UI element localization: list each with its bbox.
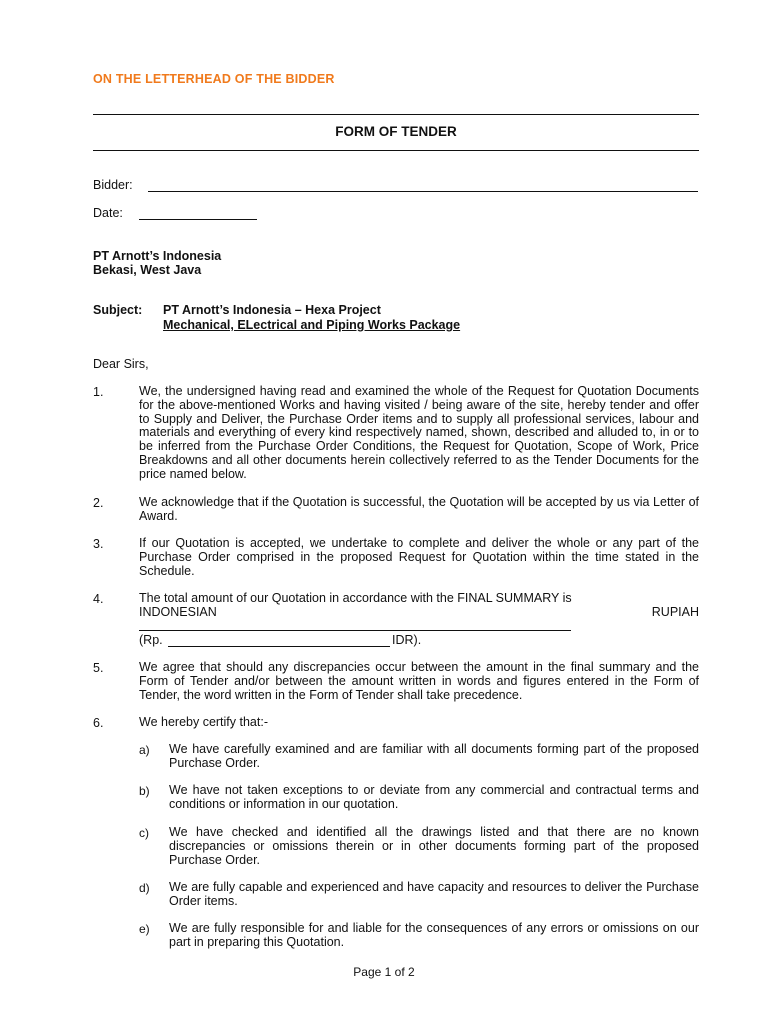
bidder-blank-line [148, 191, 698, 192]
clause-4-currency-right: RUPIAH [651, 605, 699, 619]
certify-d-letter: d) [139, 881, 150, 895]
subject-line-2: Mechanical, ELectrical and Piping Works Package [163, 318, 461, 332]
bidder-label: Bidder: [93, 178, 133, 192]
clause-4-idr-suffix: IDR). [392, 633, 422, 647]
salutation: Dear Sirs, [93, 357, 149, 371]
clause-6-number: 6. [93, 716, 104, 730]
clause-3-number: 3. [93, 537, 104, 551]
clause-5-number: 5. [93, 661, 104, 675]
title-rule-top [93, 114, 699, 115]
amount-figures-blank-line [168, 646, 390, 647]
subject-label: Subject: [93, 303, 143, 317]
certify-e-text: We are fully responsible for and liable for the consequences of any errors or omissions on our part in preparing this Quotation. [169, 921, 699, 949]
clause-2-text: We acknowledge that if the Quotation is successful, the Quotation will be accepted by us via Letter of Award. [139, 495, 699, 523]
clause-4-number: 4. [93, 592, 104, 606]
clause-1-text: We, the undersigned having read and examined the whole of the Request for Quotation Documents for the above-mentioned Works and having visited / being aware of the site, hereby tender and offer to Supply and Deliver, the Purchase Order items and to supply all professional services, labour and materials and everything of every kind respectively named, shown, described and alluded to, in or to be inferred from the Purchase Order Conditions, the Request for Quotation, Scope of Work, Price Breakdowns and all other documents herein collectively referred to as the Tender Documents for the price named below. [139, 384, 699, 481]
page-number: Page 1 of 2 [353, 965, 415, 979]
certify-a-text: We have carefully examined and are familiar with all documents forming part of the proposed Purchase Order. [169, 742, 699, 770]
clause-4-line-2 [139, 606, 699, 620]
clause-4-line-1-text: The total amount of our Quotation in accordance with the FINAL SUMMARY is [139, 591, 572, 605]
certify-c-letter: c) [139, 826, 149, 840]
clause-4-currency-left: INDONESIAN [139, 605, 217, 619]
certify-c-text: We have checked and identified all the drawings listed and that there are no known discrepancies or omissions therein or in other documents forming part of the proposed Purchase Order. [169, 825, 699, 867]
addressee-name: PT Arnott’s Indonesia [93, 249, 222, 263]
clause-4-rp-prefix: (Rp. [139, 633, 163, 647]
certify-b-text: We have not taken exceptions to or deviate from any commercial and contractual terms and conditions or information in our quotation. [169, 783, 699, 811]
title-rule-bottom [93, 150, 699, 151]
certify-b-letter: b) [139, 784, 150, 798]
certify-a-letter: a) [139, 743, 150, 757]
subject-line-1: PT Arnott’s Indonesia – Hexa Project [163, 303, 381, 317]
clause-6-text: We hereby certify that:- [139, 715, 268, 729]
clause-4-line-1 [139, 592, 699, 606]
letterhead-note: ON THE LETTERHEAD OF THE BIDDER [93, 72, 335, 86]
date-label: Date: [93, 206, 123, 220]
clause-2-number: 2. [93, 496, 104, 510]
clause-3-text: If our Quotation is accepted, we undertake to complete and deliver the whole or any part of the Purchase Order comprised in the proposed Request for Quotation within the time stated in the Schedule. [139, 536, 699, 578]
addressee-location: Bekasi, West Java [93, 263, 202, 277]
amount-words-blank-line [139, 630, 571, 631]
page-title: FORM OF TENDER [335, 124, 457, 139]
clause-1-number: 1. [93, 385, 104, 399]
certify-d-text: We are fully capable and experienced and have capacity and resources to deliver the Purchase Order items. [169, 880, 699, 908]
clause-5-text: We agree that should any discrepancies occur between the amount in the final summary and the Form of Tender and/or between the amount written in words and figures entered in the Form of Tender, the word written in the Form of Tender shall take precedence. [139, 660, 699, 702]
date-blank-line [139, 219, 257, 220]
certify-e-letter: e) [139, 922, 150, 936]
